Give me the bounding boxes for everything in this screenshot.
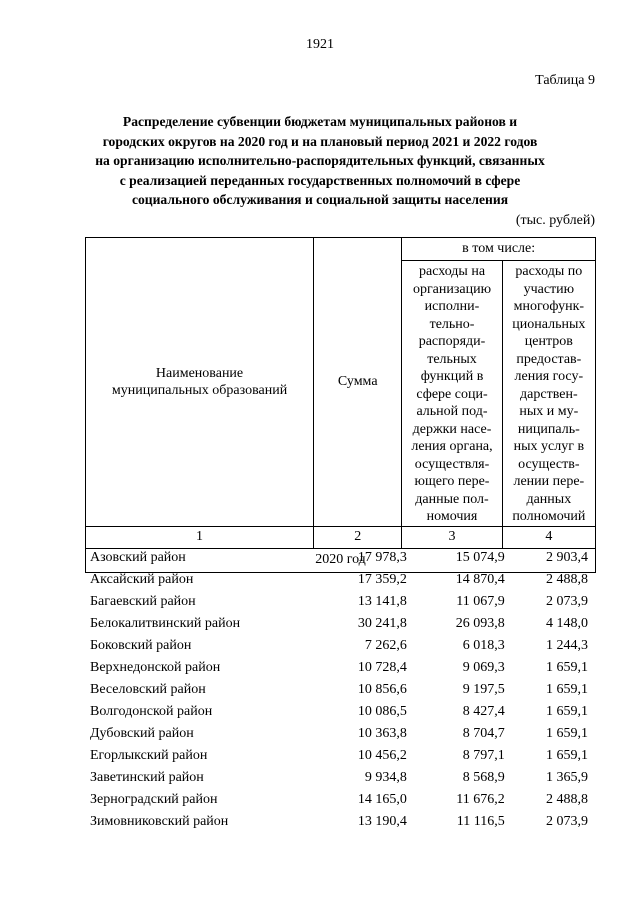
- sum-value: 14 165,0: [357, 792, 407, 807]
- table-row: [85, 657, 596, 679]
- district-name: Веселовский район: [90, 682, 206, 697]
- mfc-services-value: 1 659,1: [546, 682, 588, 697]
- units-label: (тыс. рублей): [515, 213, 595, 228]
- table-row: [85, 745, 596, 767]
- mfc-services-value: 1 365,9: [546, 770, 588, 785]
- sum-value: 10 728,4: [357, 660, 407, 675]
- table-row: [85, 613, 596, 635]
- column-number: 4: [502, 526, 595, 548]
- sum-value: 17 359,2: [357, 572, 407, 587]
- mfc-services-value: 1 659,1: [546, 726, 588, 741]
- mfc-services-value: 1 659,1: [546, 704, 588, 719]
- header-name-column: Наименование муниципальных образований: [86, 238, 314, 527]
- district-name: Азовский район: [90, 550, 186, 565]
- mfc-services-value: 1 244,3: [546, 638, 588, 653]
- mfc-services-value: 1 659,1: [546, 660, 588, 675]
- mfc-services-value: 1 659,1: [546, 748, 588, 763]
- header-group-label: в том числе:: [402, 238, 596, 261]
- column-number: 3: [402, 526, 502, 548]
- table-row: [85, 591, 596, 613]
- district-name: Волгодонской район: [90, 704, 213, 719]
- table-row: [85, 789, 596, 811]
- sum-value: 17 978,3: [357, 550, 407, 565]
- page-number: 1921: [306, 37, 334, 52]
- title-line: социального обслуживания и социальной защиты населения: [131, 192, 509, 207]
- table-row: [85, 767, 596, 789]
- sum-value: 13 141,8: [357, 594, 407, 609]
- title-line: городских округов на 2020 год и на плановый период 2021 и 2022 годов: [102, 133, 538, 149]
- district-name: Дубовский район: [90, 726, 194, 741]
- executive-functions-value: 11 676,2: [456, 792, 505, 807]
- district-name: Аксайский район: [90, 572, 194, 587]
- table-row: [85, 547, 596, 569]
- table-row: [85, 723, 596, 745]
- executive-functions-value: 11 116,5: [456, 814, 505, 829]
- sum-value: 10 086,5: [357, 704, 407, 719]
- mfc-services-value: 2 073,9: [546, 814, 588, 829]
- sum-value: 9 934,8: [364, 770, 407, 785]
- data-table: [85, 547, 596, 833]
- executive-functions-value: 14 870,4: [455, 572, 505, 587]
- district-name: Заветинский район: [90, 770, 204, 785]
- column-number: 1: [86, 526, 314, 548]
- title-line: Распределение субвенции бюджетам муниципальных районов и: [122, 114, 518, 129]
- mfc-services-value: 2 073,9: [546, 594, 588, 609]
- executive-functions-value: 8 427,4: [462, 704, 505, 719]
- table-row: [85, 635, 596, 657]
- executive-functions-value: 15 074,9: [455, 550, 505, 565]
- executive-functions-value: 26 093,8: [455, 616, 505, 631]
- header-sum-column: Сумма: [314, 238, 402, 527]
- district-name: Егорлыкский район: [90, 748, 208, 763]
- document-title: [70, 112, 570, 210]
- table-row: [85, 679, 596, 701]
- executive-functions-value: 11 067,9: [456, 594, 505, 609]
- mfc-services-value: 2 488,8: [546, 792, 588, 807]
- header-col4: расходы по участию многофунк- циональных центров предостав- ления госу- дарствен- ных и му- ниципаль- ных услуг в осуществ- лении пере- данных полномочий: [502, 261, 595, 527]
- table-row: [85, 569, 596, 591]
- table-header: [85, 237, 596, 573]
- sum-value: 7 262,6: [364, 638, 407, 653]
- district-name: Белокалитвинский район: [90, 616, 241, 631]
- sum-value: 10 856,6: [357, 682, 407, 697]
- sum-value: 13 190,4: [357, 814, 407, 829]
- sum-value: 30 241,8: [357, 616, 407, 631]
- title-line: с реализацией переданных государственных полномочий в сфере: [119, 172, 521, 188]
- executive-functions-value: 8 568,9: [462, 770, 505, 785]
- executive-functions-value: 8 797,1: [462, 748, 505, 763]
- table-row: [85, 811, 596, 833]
- table-label: Таблица 9: [535, 73, 595, 88]
- executive-functions-value: 9 069,3: [462, 660, 505, 675]
- mfc-services-value: 2 488,8: [546, 572, 588, 587]
- district-name: Зерноградский район: [90, 792, 218, 807]
- executive-functions-value: 8 704,7: [462, 726, 505, 741]
- executive-functions-value: 9 197,5: [462, 682, 505, 697]
- year-header: 2020 год: [86, 548, 596, 572]
- title-line: на организацию исполнительно-распорядительных функций, связанных: [95, 153, 545, 168]
- sum-value: 10 363,8: [357, 726, 407, 741]
- header-col3: расходы на организацию исполни- тельно- распоряди- тельных функций в сфере соци- альной под- держки насе- ления органа, осуществля- ющего пере- данные пол- номочия: [402, 261, 502, 527]
- district-name: Верхнедонской район: [90, 660, 221, 675]
- mfc-services-value: 2 903,4: [546, 550, 588, 565]
- executive-functions-value: 6 018,3: [462, 638, 505, 653]
- column-number: 2: [314, 526, 402, 548]
- district-name: Зимовниковский район: [90, 814, 229, 829]
- table-row: [85, 701, 596, 723]
- district-name: Багаевский район: [90, 594, 196, 609]
- sum-value: 10 456,2: [357, 748, 407, 763]
- mfc-services-value: 4 148,0: [546, 616, 588, 631]
- district-name: Боковский район: [90, 638, 192, 653]
